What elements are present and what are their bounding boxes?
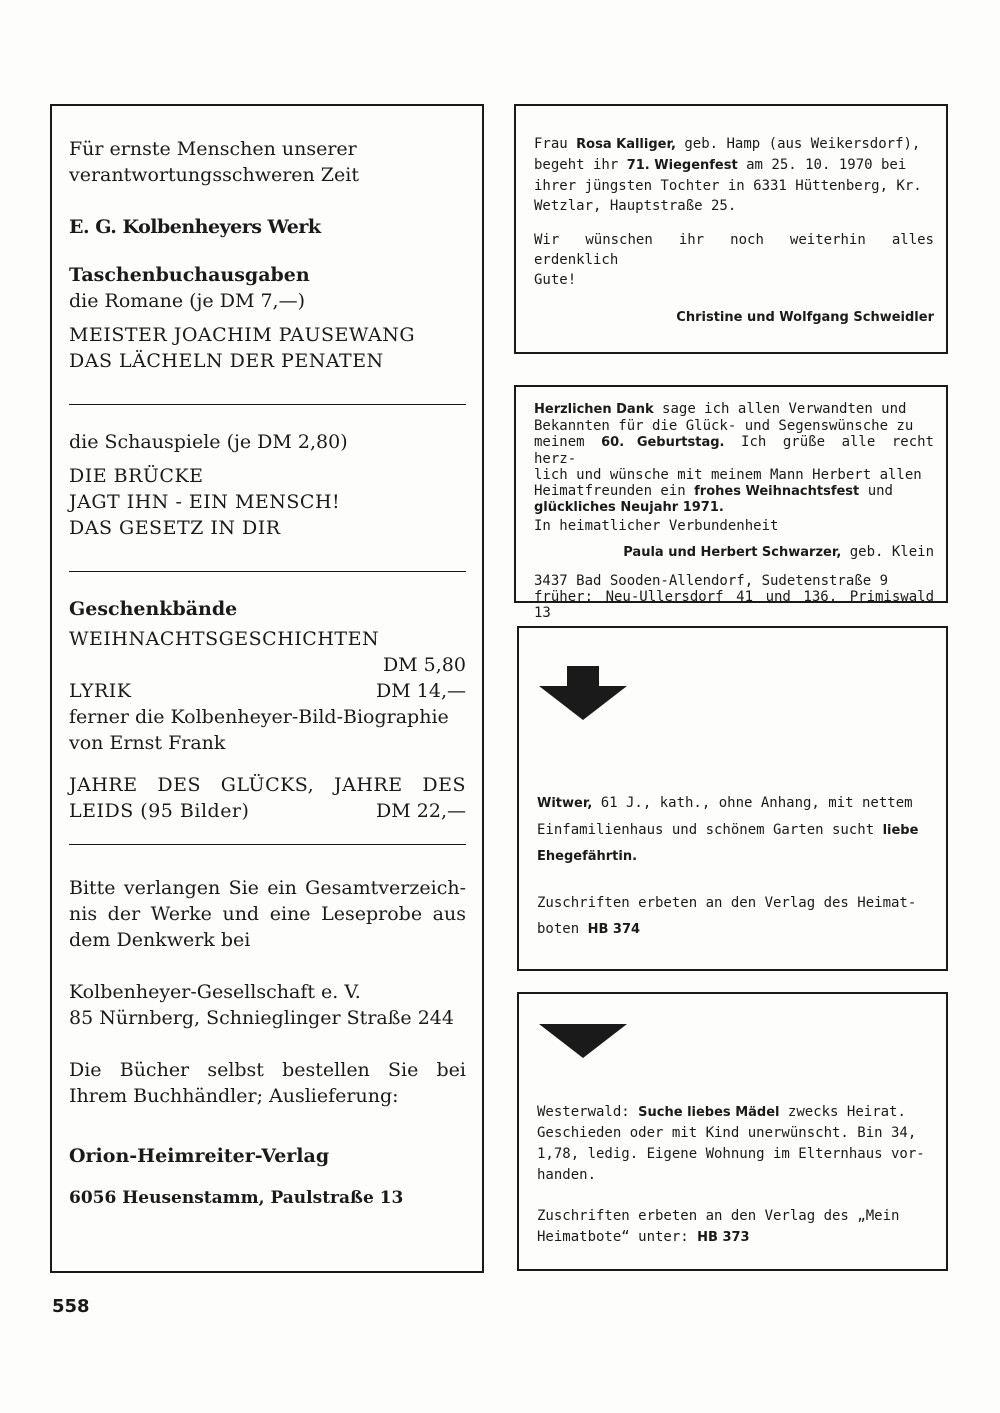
signature: Paula und Herbert Schwarzer, [623, 545, 842, 560]
thanks-heading: Herzlichen Dank [534, 402, 654, 417]
play-title: DIE BRÜCKE [69, 465, 204, 487]
text: geb. Hamp (aus Weikersdorf), [675, 136, 921, 152]
request-text: Bitte verlangen Sie ein Gesamtverzeich- [69, 877, 466, 899]
gift-price: DM 14,— [376, 680, 466, 702]
pocket-heading: Taschenbuchausgaben [69, 264, 310, 286]
arrow-down-icon [539, 1024, 627, 1058]
bio-title: JAHRE DES GLÜCKS, JAHRE DES [69, 774, 466, 796]
ad-title: E. G. Kolbenheyers Werk [69, 216, 321, 238]
novels-note: die Romane (je DM 7,—) [69, 290, 305, 312]
ad-heading: Witwer, [537, 796, 593, 811]
page-number: 558 [52, 1296, 90, 1317]
bio-line: von Ernst Frank [69, 732, 226, 754]
widower-ad [517, 626, 948, 971]
text: am 25. 10. 1970 bei [737, 157, 907, 173]
text: Heimatbote“ unter: [537, 1229, 698, 1245]
intro-line: verantwortungsschweren Zeit [69, 164, 359, 186]
text: Heimatfreunden ein [534, 483, 695, 499]
book-title: MEISTER JOACHIM PAUSEWANG [69, 324, 416, 346]
text: Einfamilienhaus und schönem Garten sucht [537, 822, 883, 838]
society-name: Kolbenheyer-Gesellschaft e. V. [69, 981, 361, 1003]
text: Wetzlar, Hauptstraße 25. [534, 198, 737, 214]
plays-note: die Schauspiele (je DM 2,80) [69, 431, 348, 453]
text: sage ich allen Verwandten und [653, 401, 907, 417]
birthday-label: 60. Geburtstag. [601, 435, 725, 450]
text: Ich grüße alle recht herz- [534, 434, 934, 467]
ad-heading: Suche liebes Mädel [638, 1105, 780, 1120]
address: 3437 Bad Sooden-Allendorf, Sudetenstraße 9 [534, 573, 889, 589]
play-title: JAGT IHN - EIN MENSCH! [69, 491, 341, 513]
text: ihrer jüngsten Tochter in 6331 Hüttenberg, Kr. [534, 178, 922, 194]
birthday-notice [514, 104, 948, 354]
gift-title: LYRIK [69, 680, 132, 702]
text: handen. [537, 1167, 597, 1183]
text-bold: Ehegefährtin. [537, 849, 638, 864]
kolbenheyer-advertisement [50, 104, 484, 1273]
bio-line: ferner die Kolbenheyer-Bild-Biographie [69, 706, 449, 728]
text: lich und wünsche mit meinem Mann Herbert allen [534, 467, 922, 483]
reply-text: Zuschriften erbeten an den Verlag des „Mein [537, 1208, 900, 1224]
bio-price: DM 22,— [376, 800, 466, 822]
arrow-down-icon [539, 666, 627, 720]
westerwald-ad [517, 992, 948, 1271]
text: Bekannten für die Glück- und Segenswünsche zu [534, 418, 914, 434]
reply-code: HB 374 [587, 922, 641, 937]
wish-text: Gute! [534, 272, 577, 288]
gift-row [69, 678, 466, 704]
celebrant-name: Rosa Kalliger, [576, 137, 676, 152]
request-text: nis der Werke und eine Leseprobe aus [69, 903, 466, 925]
divider [69, 404, 466, 405]
text: meinem [534, 434, 602, 450]
text: Geschieden oder mit Kind unerwünscht. Bin 34, [537, 1125, 917, 1141]
book-title: DAS LÄCHELN DER PENATEN [69, 350, 384, 372]
text: In heimatlicher Verbundenheit [534, 518, 779, 534]
birthday-label: 71. Wiegenfest [626, 158, 738, 173]
text: begeht ihr [534, 157, 627, 173]
intro-line: Für ernste Menschen unserer [69, 138, 357, 160]
text: Westerwald: [537, 1104, 639, 1120]
thanks-notice [514, 385, 948, 621]
request-text: dem Denkwerk bei [69, 929, 251, 951]
text: und [859, 483, 893, 499]
publisher-name: Orion-Heimreiter-Verlag [69, 1145, 330, 1167]
text: 1,78, ledig. Eigene Wohnung im Elternhaus vor- [537, 1146, 925, 1162]
gift-price: DM 5,80 [382, 654, 466, 676]
gift-heading: Geschenkbände [69, 598, 238, 620]
society-address: 85 Nürnberg, Schnieglinger Straße 244 [69, 1007, 454, 1029]
play-title: DAS GESETZ IN DIR [69, 517, 281, 539]
reply-text: Zuschriften erbeten an den Verlag des Heimat- [537, 895, 917, 911]
text: geb. Klein [841, 544, 934, 560]
greeting-bold: glückliches Neujahr 1971. [534, 500, 724, 515]
divider [69, 844, 466, 845]
wish-text: Wir wünschen ihr noch weiterhin alles erdenklich [534, 232, 934, 268]
divider [69, 571, 466, 572]
text: boten [537, 921, 588, 937]
text: 61 J., kath., ohne Anhang, mit nettem [592, 795, 913, 811]
greeting-bold: frohes Weihnachtsfest [694, 484, 860, 499]
address: früher: Neu-Ullersdorf 41 und 136, Primiswald 13 [534, 589, 934, 621]
bio-row [69, 798, 466, 824]
text: Frau [534, 136, 577, 152]
signature: Christine und Wolfgang Schweidler [676, 310, 934, 325]
publisher-address: 6056 Heusenstamm, Paulstraße 13 [69, 1188, 404, 1208]
order-text: Die Bücher selbst bestellen Sie bei [69, 1059, 466, 1081]
order-text: Ihrem Buchhändler; Auslieferung: [69, 1085, 399, 1107]
reply-code: HB 373 [697, 1230, 750, 1245]
text: zwecks Heirat. [779, 1104, 906, 1120]
gift-title: WEIHNACHTSGESCHICHTEN [69, 628, 380, 650]
bio-title: LEIDS (95 Bilder) [69, 800, 250, 822]
text-bold: liebe [882, 823, 919, 838]
